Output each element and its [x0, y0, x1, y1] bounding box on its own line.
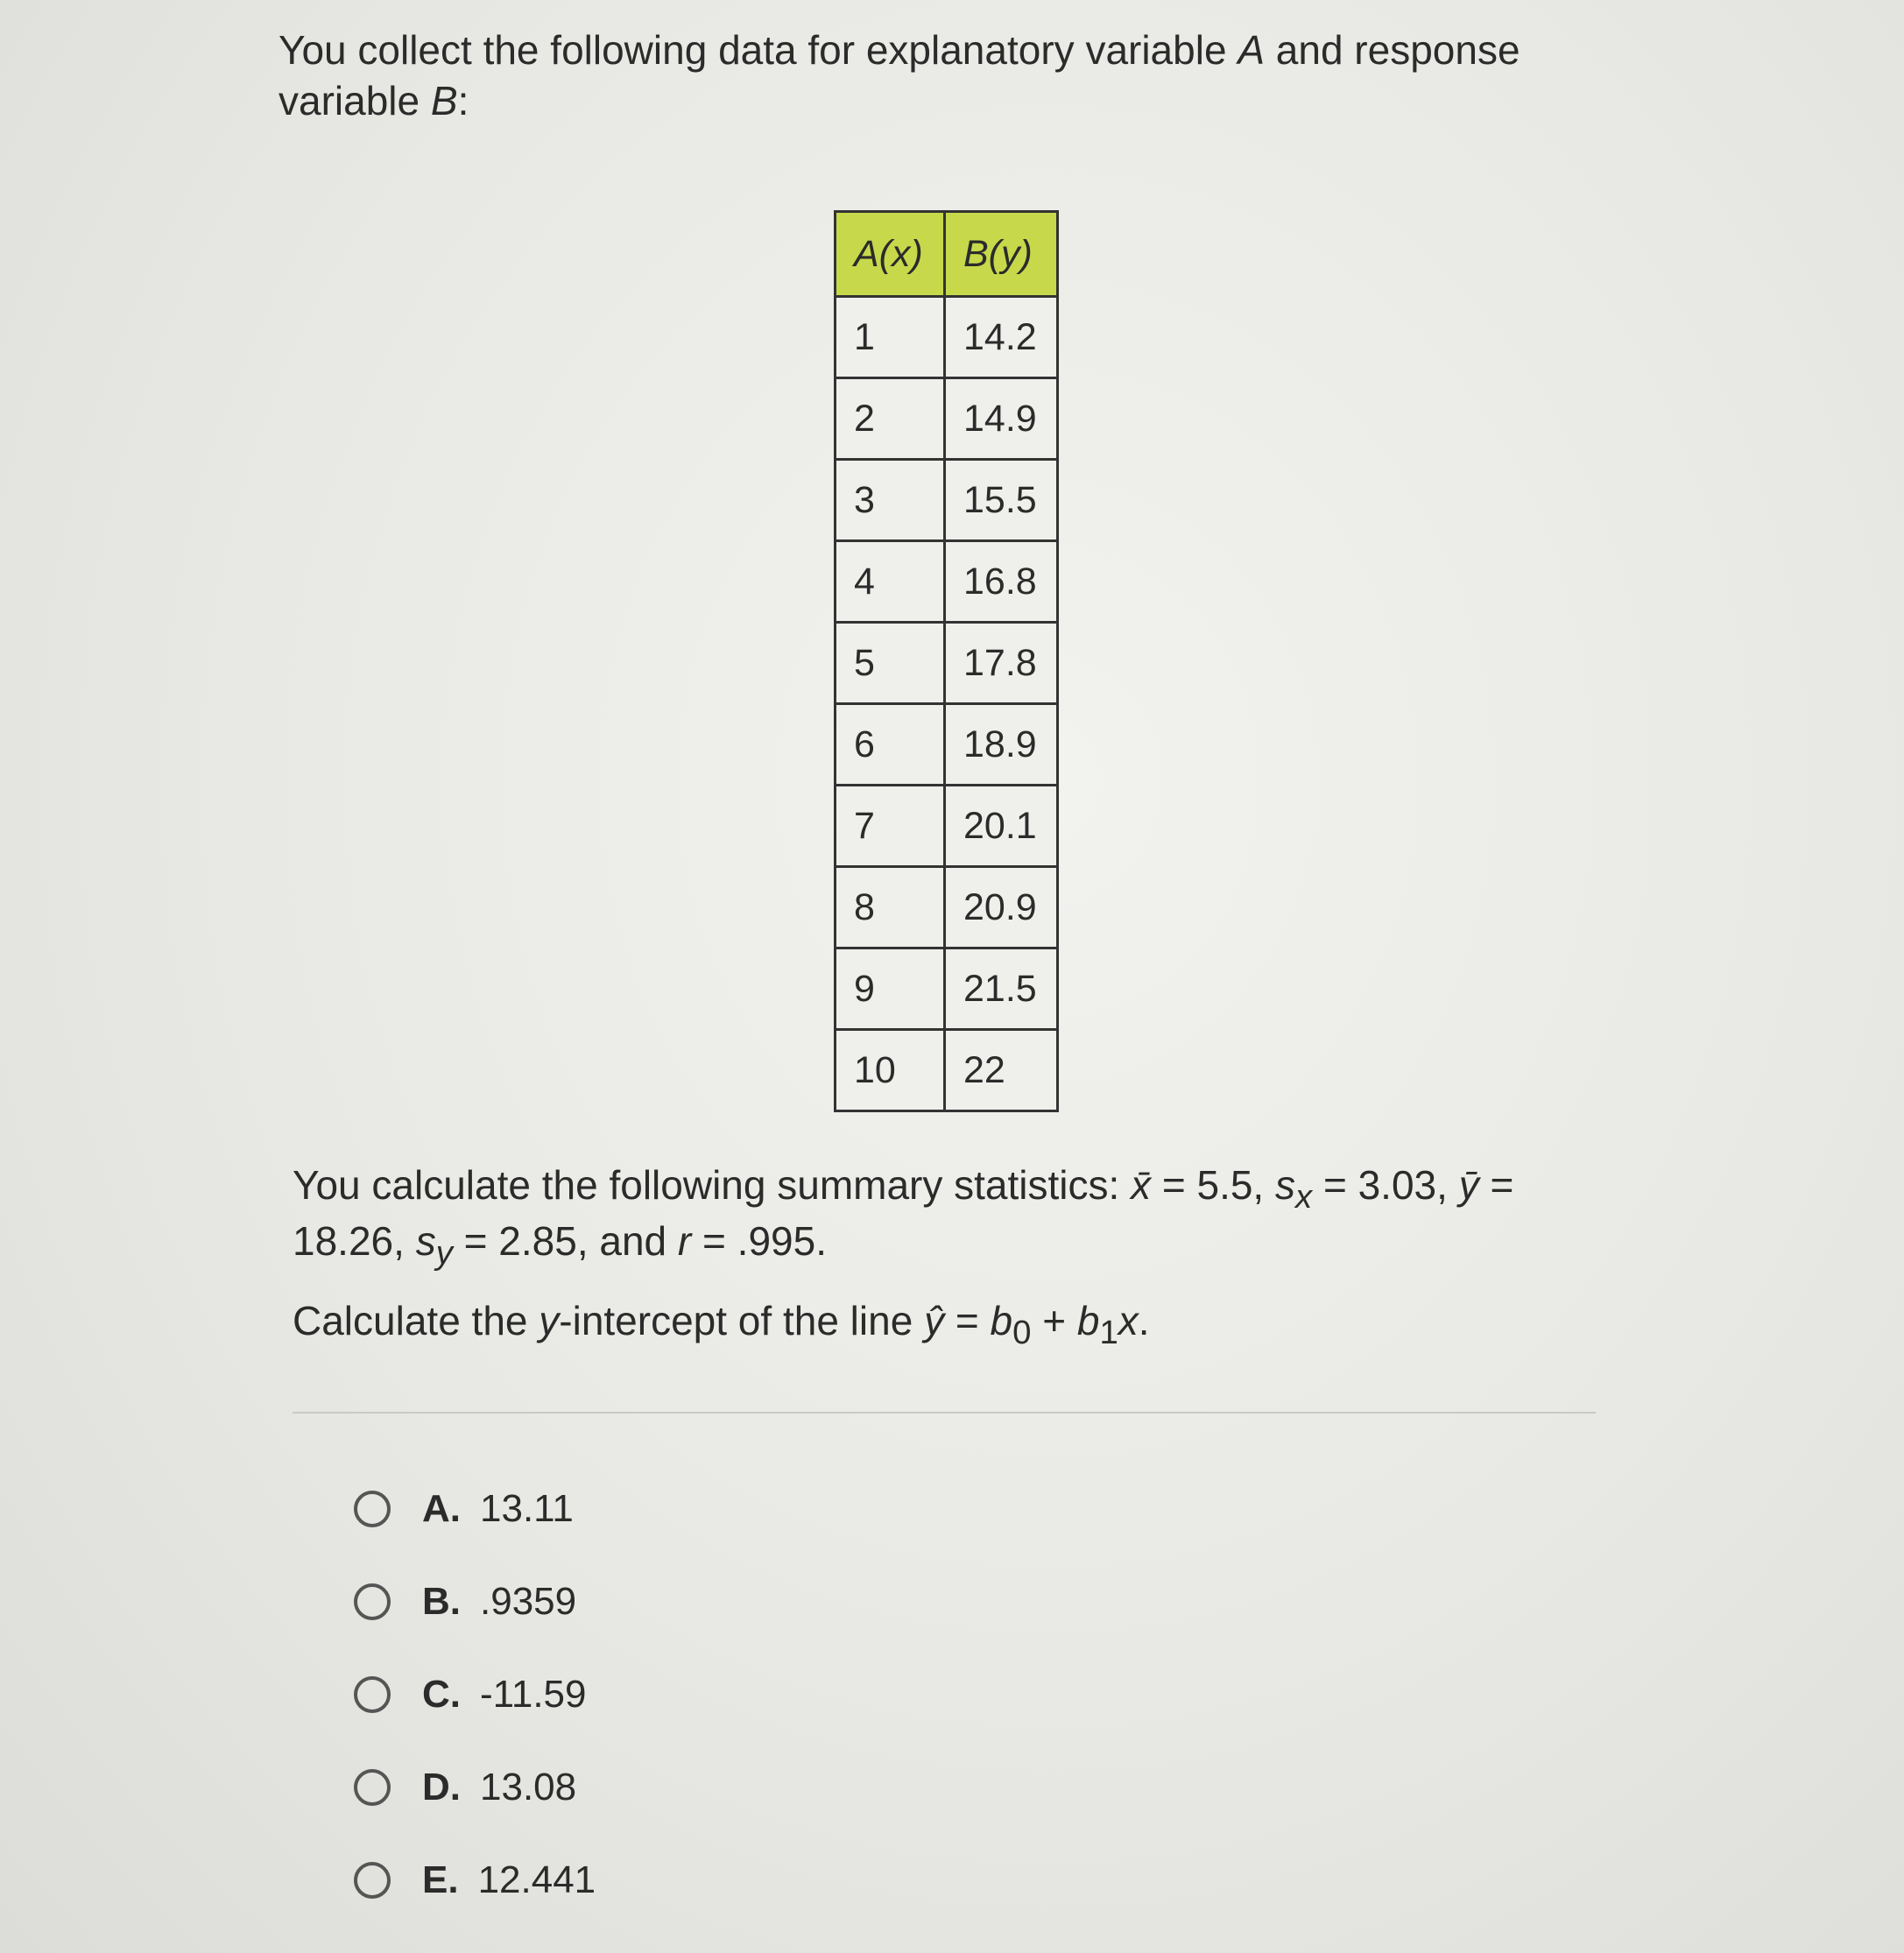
ybar-symbol: ȳ	[1458, 1162, 1479, 1208]
question-intro	[279, 25, 1557, 126]
table-row	[836, 460, 1058, 541]
divider	[293, 1412, 1596, 1414]
option-value: 13.08	[480, 1766, 577, 1808]
cell-a: 6	[836, 704, 945, 786]
variable-b: B	[430, 78, 458, 123]
table-row	[836, 623, 1058, 704]
cell-a: 10	[836, 1030, 945, 1111]
table-row	[836, 704, 1058, 786]
option-value: 12.441	[477, 1858, 596, 1901]
cell-a: 3	[836, 460, 945, 541]
yhat-symbol: ŷ	[924, 1298, 945, 1343]
cell-b: 15.5	[945, 460, 1058, 541]
cell-b: 14.2	[945, 297, 1058, 378]
cell-b: 20.9	[945, 867, 1058, 948]
option-value: 13.11	[480, 1487, 574, 1530]
xbar-symbol: x̄	[1131, 1162, 1152, 1208]
cell-a: 2	[836, 378, 945, 460]
header-a: A(x)	[836, 212, 945, 297]
cell-b: 17.8	[945, 623, 1058, 704]
option-a[interactable]: A. 13.11	[354, 1463, 596, 1555]
cell-a: 7	[836, 786, 945, 867]
radio-button[interactable]	[354, 1862, 391, 1899]
intro-text-1: You collect the following data for explanatory variable	[279, 27, 1238, 73]
answer-options	[354, 1463, 596, 1927]
option-value: -11.59	[480, 1673, 587, 1716]
variable-a: A	[1238, 27, 1265, 73]
cell-b: 22	[945, 1030, 1058, 1111]
sx-symbol: s	[1275, 1162, 1295, 1208]
option-d[interactable]: D. 13.08	[354, 1741, 596, 1834]
table-row	[836, 867, 1058, 948]
cell-b: 14.9	[945, 378, 1058, 460]
radio-button[interactable]	[354, 1491, 391, 1527]
table-row	[836, 378, 1058, 460]
option-e[interactable]: E. 12.441	[354, 1834, 596, 1927]
option-b[interactable]: B. .9359	[354, 1555, 596, 1648]
data-table	[834, 210, 1059, 1112]
cell-a: 9	[836, 948, 945, 1030]
table-row	[836, 541, 1058, 623]
header-b: B(y)	[945, 212, 1058, 297]
radio-button[interactable]	[354, 1583, 391, 1620]
intro-text-2: and response variable	[279, 27, 1520, 123]
radio-button[interactable]	[354, 1769, 391, 1806]
cell-b: 21.5	[945, 948, 1058, 1030]
cell-a: 8	[836, 867, 945, 948]
cell-a: 1	[836, 297, 945, 378]
cell-b: 20.1	[945, 786, 1058, 867]
table-row	[836, 297, 1058, 378]
cell-a: 5	[836, 623, 945, 704]
r-symbol: r	[677, 1218, 692, 1265]
cell-b: 16.8	[945, 541, 1058, 623]
option-c[interactable]: C. -11.59	[354, 1648, 596, 1741]
table-row	[836, 786, 1058, 867]
sy-symbol: s	[415, 1218, 436, 1265]
cell-a: 4	[836, 541, 945, 623]
cell-b: 18.9	[945, 704, 1058, 786]
intro-text-3: :	[457, 78, 469, 123]
table-row	[836, 948, 1058, 1030]
option-value: .9359	[480, 1580, 577, 1623]
table-row	[836, 1030, 1058, 1111]
radio-button[interactable]	[354, 1676, 391, 1713]
summary-statistics: You calculate the following summary statistics: x̄ = 5.5, $s_x = 3.03$, ȳ = 18.26, $s_y = 2.85$, and r = .995.	[293, 1162, 1514, 1273]
table-header-row	[836, 212, 1058, 297]
question-prompt: Calculate the y-intercept of the line ŷ = $b_0 + b_1x$.	[293, 1298, 1150, 1352]
